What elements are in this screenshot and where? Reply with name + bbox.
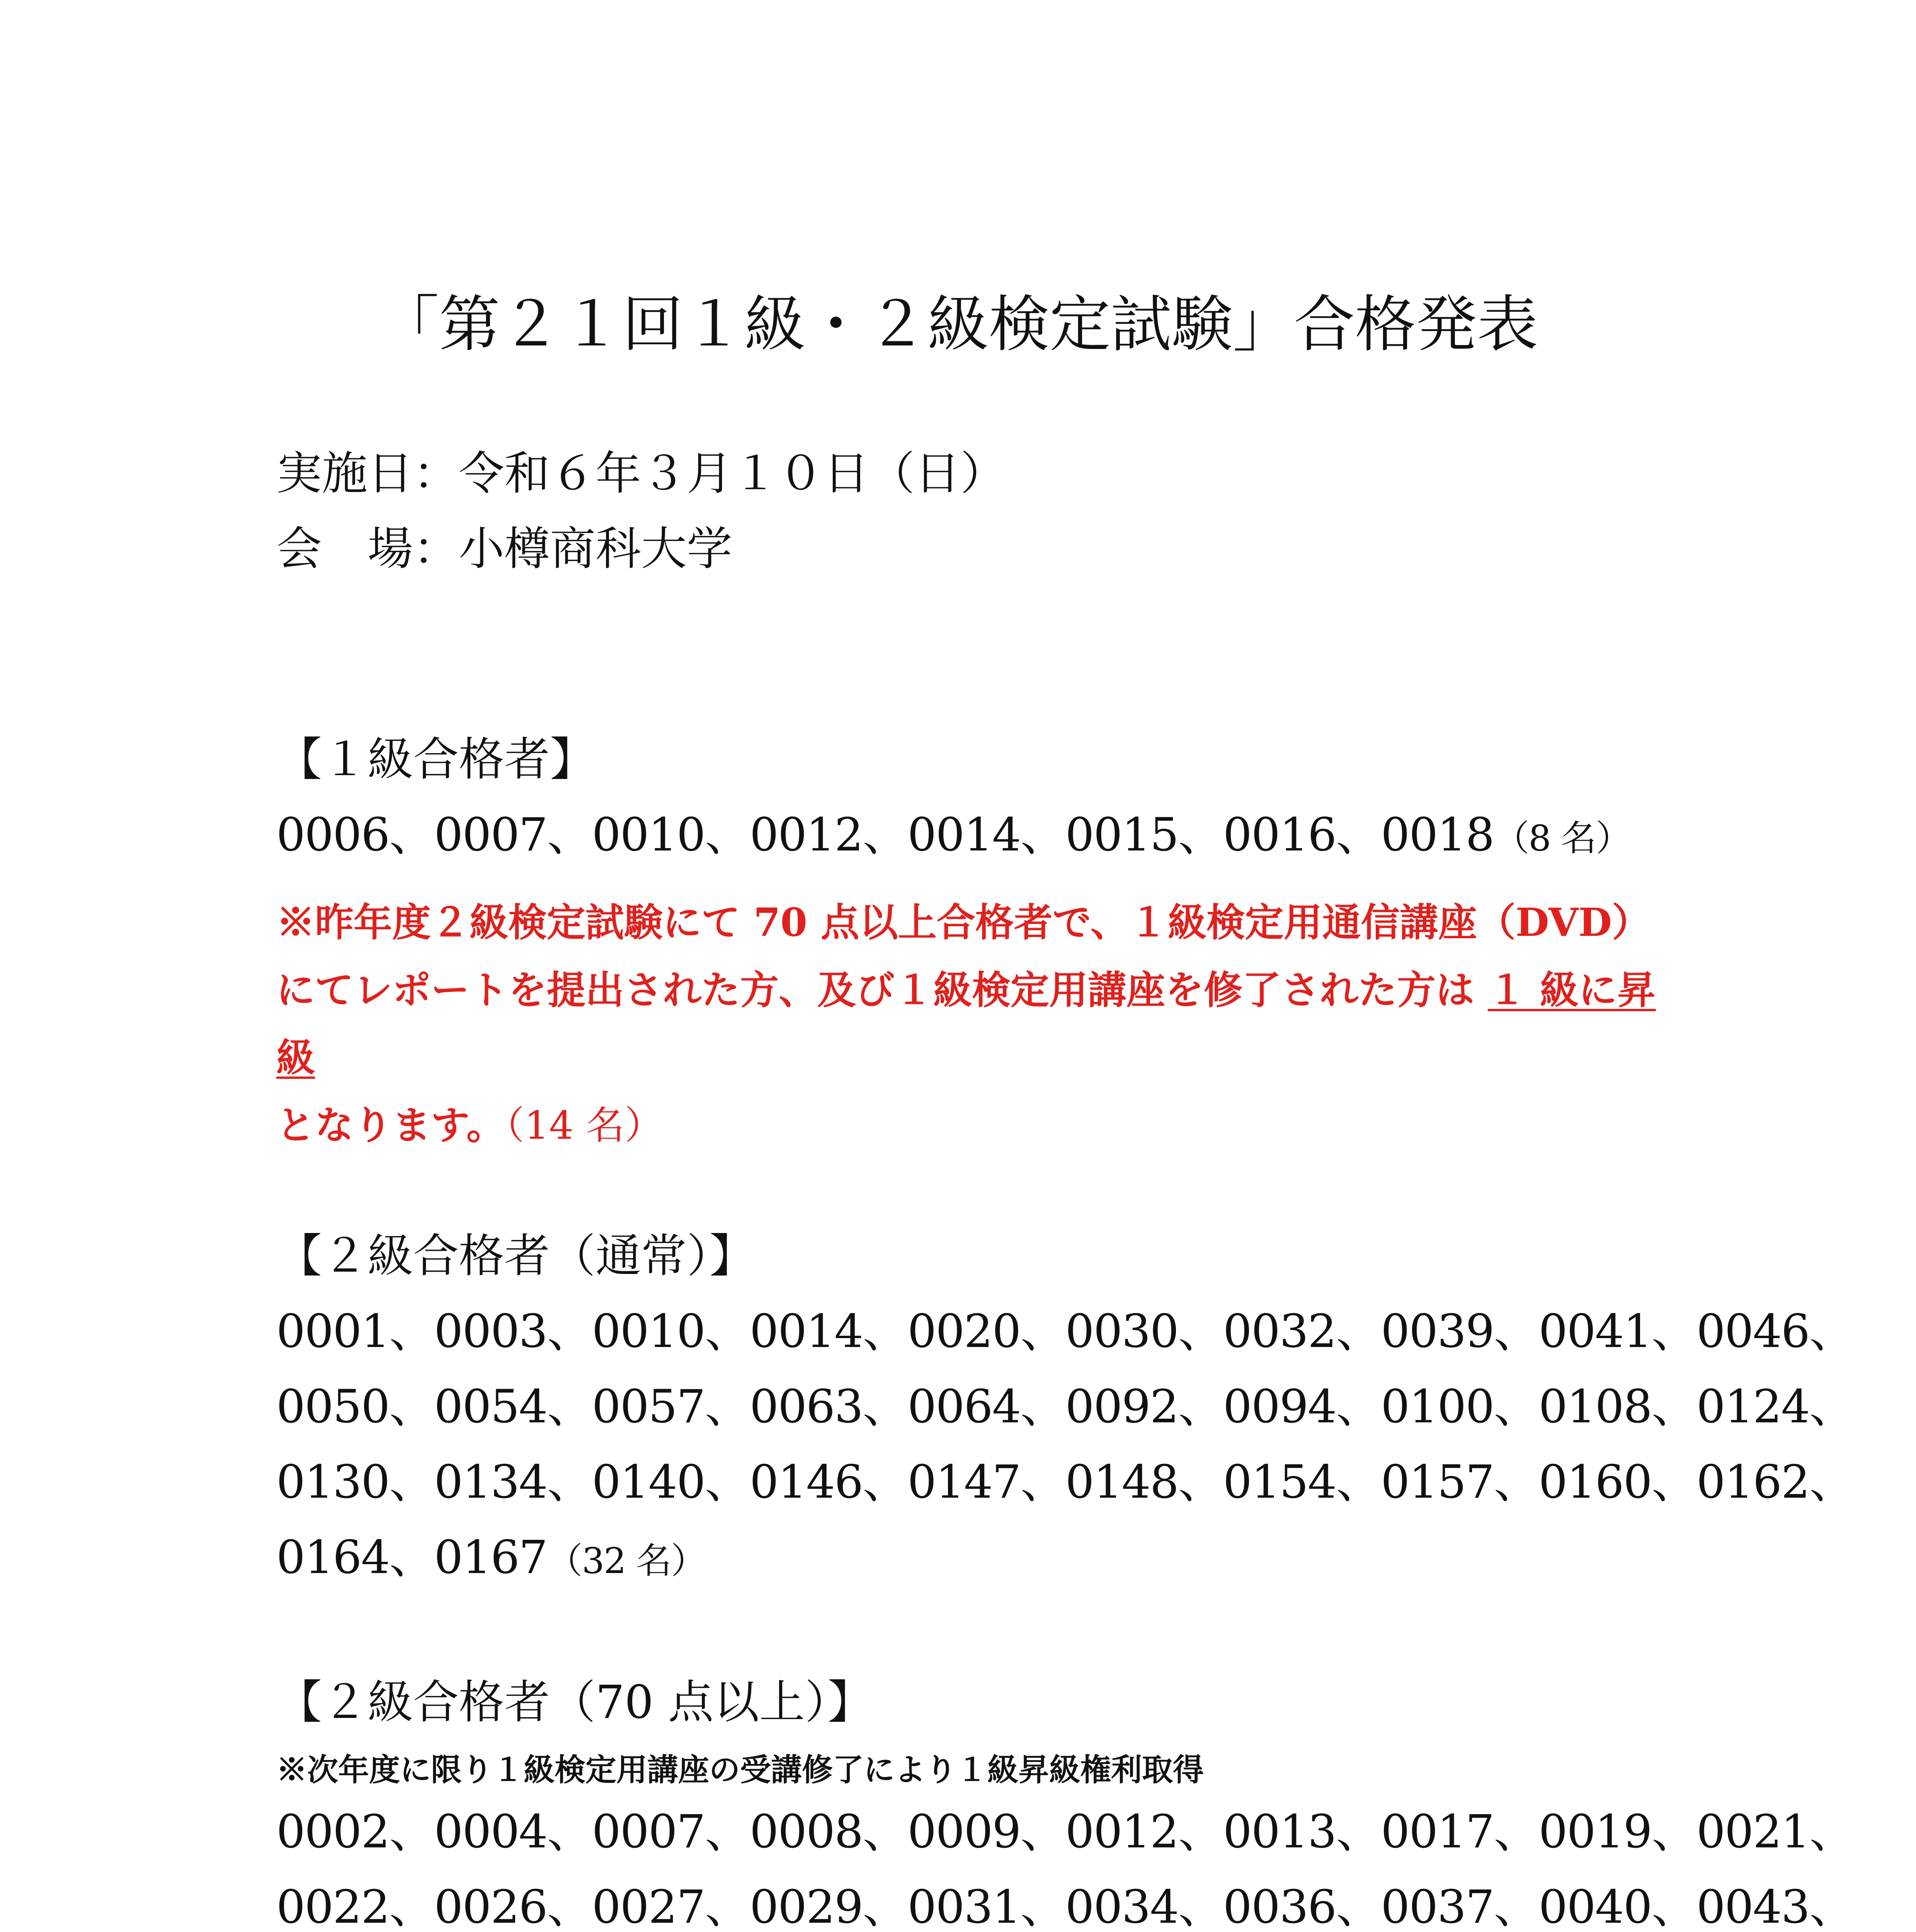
grade2-70-line-1: 0002、0004、0007、0008、0009、0012、0013、0017、0019、0021、 (276, 1805, 1855, 1858)
promotion-note-count: （14 名） (505, 1103, 664, 1148)
exam-venue: 会 場：小樽商科大学 (276, 522, 733, 575)
grade2-70-note: ※次年度に限り１級検定用講座の受講修了により１級昇級権利取得 (276, 1752, 1204, 1788)
grade2-regular-heading: 【２級合格者（通常）】 (276, 1229, 756, 1282)
grade1-numbers (276, 806, 1630, 867)
promotion-note-end: となります。 (276, 1102, 505, 1148)
grade1-promotion-note (276, 889, 1656, 1159)
grade2-regular-line-4 (276, 1528, 706, 1590)
grade2-70-line-2: 0022、0026、0027、0029、0031、0034、0036、0037、0040、0043、 (276, 1880, 1855, 1932)
grade2-70-heading: 【２級合格者（70 点以上）】 (276, 1675, 873, 1729)
grade2-regular-line-2: 0050、0054、0057、0063、0064、0092、0094、0100、0108、0124、 (276, 1380, 1855, 1433)
grade2-regular-last-numbers: 0164、0167 (276, 1531, 547, 1584)
grade1-heading: 【１級合格者】 (276, 733, 596, 786)
exam-date: 実施日：令和６年３月１０日（日） (276, 447, 1006, 500)
grade1-count: （8 名） (1494, 818, 1631, 859)
promotion-note-text: ※昨年度２級検定試験にて 70 点以上合格者で、１級検定用通信講座（DVD）にてレポートを提出された方、及び１級検定用講座を修了された方は (276, 900, 1651, 1013)
grade2-regular-count: （32 名） (547, 1540, 706, 1582)
grade2-regular-line-3: 0130、0134、0140、0146、0147、0148、0154、0157、0160、0162、 (276, 1455, 1855, 1509)
grade2-regular-line-1: 0001、0003、0010、0014、0020、0030、0032、0039、0041、0046、 (276, 1304, 1855, 1358)
page-title: 「第２１回１級・２級検定試験」合格発表 (378, 289, 1538, 360)
grade1-number-list: 0006、0007、0010、0012、0014、0015、0016、0018 (276, 808, 1494, 861)
promotion-note-underlined: １ 級に昇級 (276, 967, 1656, 1080)
